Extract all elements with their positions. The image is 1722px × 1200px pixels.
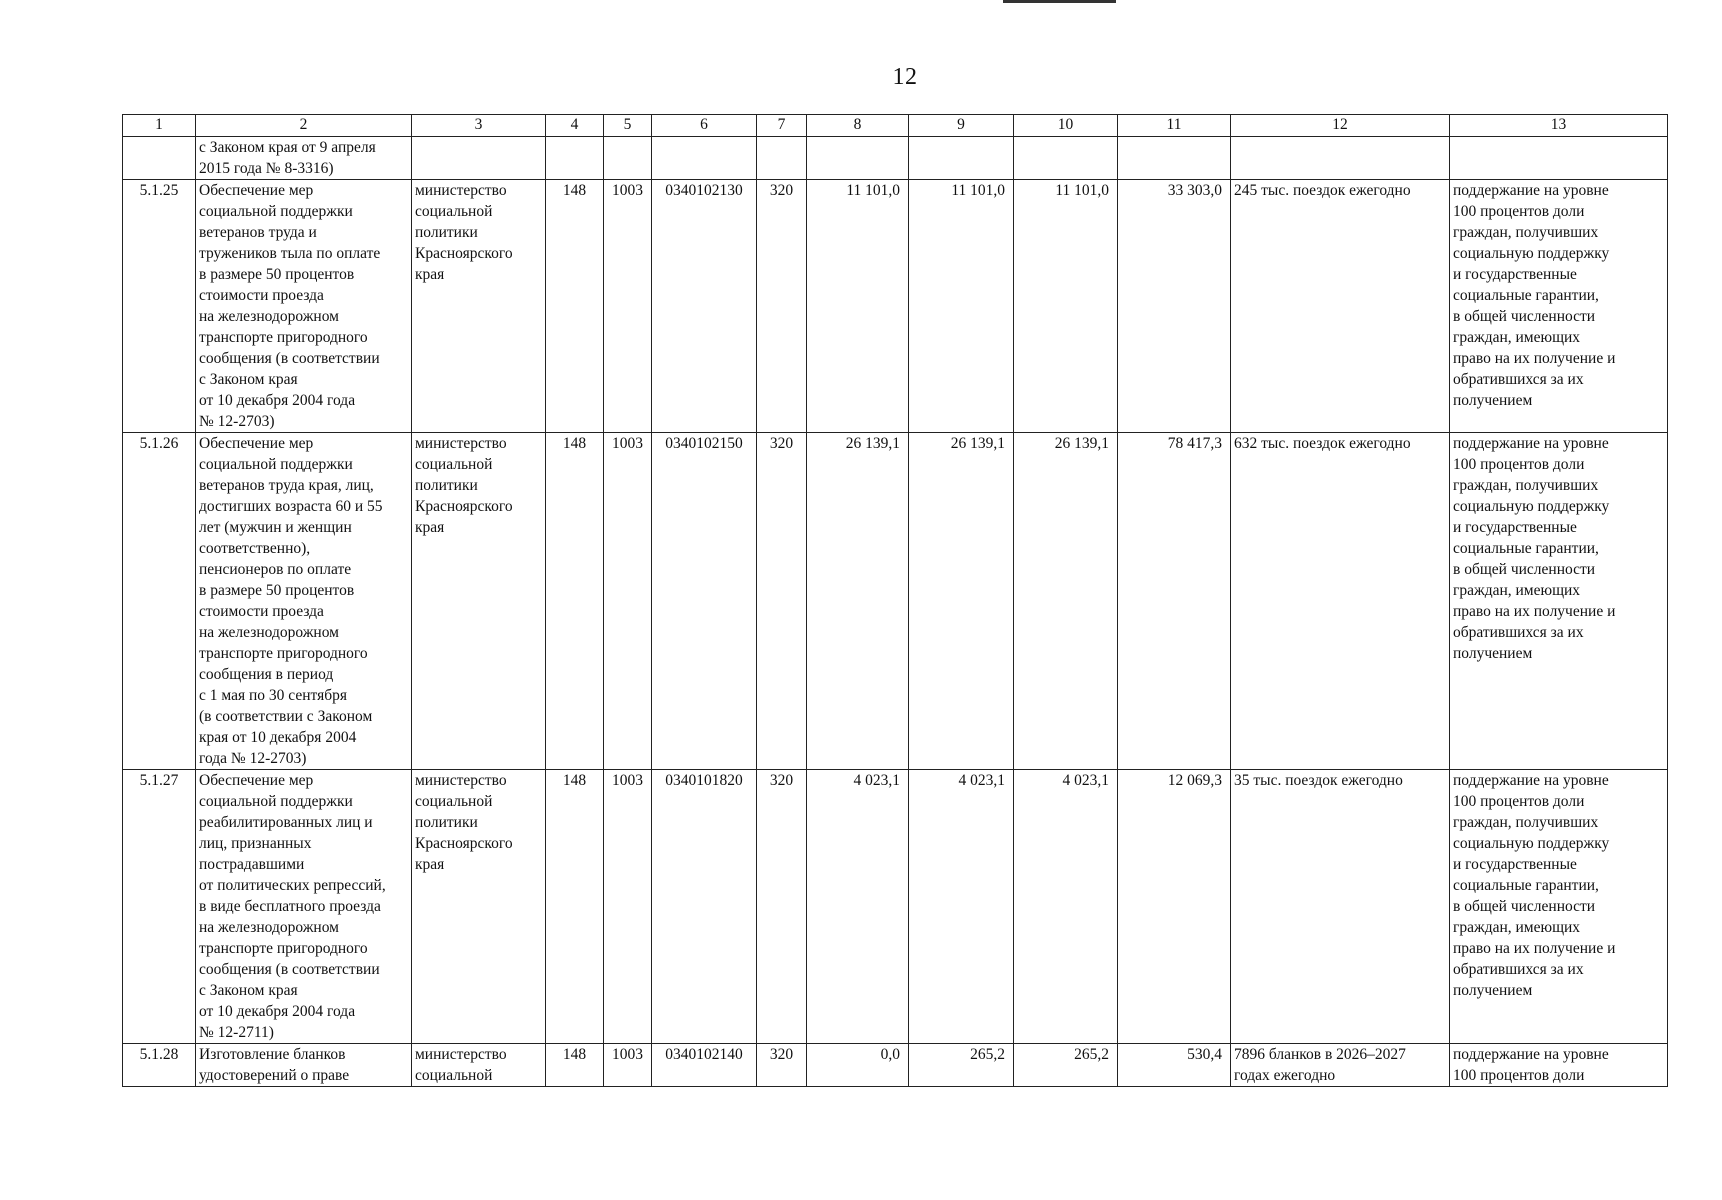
row-grbs: 148	[546, 433, 604, 770]
column-header: 6	[652, 115, 757, 137]
column-number-row	[123, 115, 1668, 137]
cell-empty	[123, 137, 196, 180]
row-value-2026: 11 101,0	[909, 180, 1014, 433]
table-row	[123, 433, 1668, 770]
row-target-article: 0340102130	[652, 180, 757, 433]
continuation-row	[123, 137, 1668, 180]
row-indicator: поддержание на уровне 100 процентов доли граждан, получивших социальную поддержку и государственные социальные гарантии, в общей численности граждан, имеющих право на их получение и обратившихся за их получением	[1450, 770, 1668, 1044]
row-total: 33 303,0	[1118, 180, 1231, 433]
cell-empty	[1450, 137, 1668, 180]
row-result: 245 тыс. поездок ежегодно	[1231, 180, 1450, 433]
row-value-2027: 11 101,0	[1014, 180, 1118, 433]
row-total: 530,4	[1118, 1044, 1231, 1087]
row-section: 1003	[604, 1044, 652, 1087]
row-agency: министерство социальной политики Красноярского края	[412, 433, 546, 770]
row-grbs: 148	[546, 180, 604, 433]
top-rule	[1003, 0, 1116, 3]
row-value-2025: 26 139,1	[807, 433, 909, 770]
row-agency: министерство социальной политики Красноярского края	[412, 180, 546, 433]
cell-empty	[757, 137, 807, 180]
cell-empty	[1118, 137, 1231, 180]
row-expense-type: 320	[757, 433, 807, 770]
row-value-2027: 265,2	[1014, 1044, 1118, 1087]
row-target-article: 0340102140	[652, 1044, 757, 1087]
row-description: Обеспечение мер социальной поддержки ветеранов труда и тружеников тыла по оплате в размере 50 процентов стоимости проезда на железнодорожном транспорте пригородного сообщения (в соответствии с Законом края от 10 декабря 2004 года № 12-2703)	[196, 180, 412, 433]
row-expense-type: 320	[757, 1044, 807, 1087]
column-header: 2	[196, 115, 412, 137]
row-value-2027: 26 139,1	[1014, 433, 1118, 770]
column-header: 11	[1118, 115, 1231, 137]
row-target-article: 0340102150	[652, 433, 757, 770]
table-row	[123, 180, 1668, 433]
cell-empty	[807, 137, 909, 180]
row-description: Обеспечение мер социальной поддержки реабилитированных лиц и лиц, признанных пострадавшими от политических репрессий, в виде бесплатного проезда на железнодорожном транспорте пригородного сообщения (в соответствии с Законом края от 10 декабря 2004 года № 12-2711)	[196, 770, 412, 1044]
cell-empty	[1014, 137, 1118, 180]
row-result: 632 тыс. поездок ежегодно	[1231, 433, 1450, 770]
cell-empty	[1231, 137, 1450, 180]
cell-empty	[546, 137, 604, 180]
row-id: 5.1.28	[123, 1044, 196, 1087]
column-header: 9	[909, 115, 1014, 137]
page-number: 12	[892, 64, 918, 90]
row-total: 78 417,3	[1118, 433, 1231, 770]
row-value-2025: 0,0	[807, 1044, 909, 1087]
row-indicator: поддержание на уровне 100 процентов доли	[1450, 1044, 1668, 1087]
cell-empty	[412, 137, 546, 180]
row-value-2026: 26 139,1	[909, 433, 1014, 770]
row-expense-type: 320	[757, 770, 807, 1044]
cell-empty	[652, 137, 757, 180]
column-header: 13	[1450, 115, 1668, 137]
continuation-text: с Законом края от 9 апреля 2015 года № 8-3316)	[196, 137, 412, 180]
row-section: 1003	[604, 180, 652, 433]
budget-table	[122, 114, 1668, 1087]
cell-empty	[909, 137, 1014, 180]
column-header: 10	[1014, 115, 1118, 137]
row-indicator: поддержание на уровне 100 процентов доли граждан, получивших социальную поддержку и государственные социальные гарантии, в общей численности граждан, имеющих право на их получение и обратившихся за их получением	[1450, 180, 1668, 433]
row-description: Обеспечение мер социальной поддержки ветеранов труда края, лиц, достигших возраста 60 и 55 лет (мужчин и женщин соответственно), пенсионеров по оплате в размере 50 процентов стоимости проезда на железнодорожном транспорте пригородного сообщения в период с 1 мая по 30 сентября (в соответствии с Законом края от 10 декабря 2004 года № 12-2703)	[196, 433, 412, 770]
column-header: 12	[1231, 115, 1450, 137]
table-row	[123, 1044, 1668, 1087]
row-value-2025: 11 101,0	[807, 180, 909, 433]
cell-empty	[604, 137, 652, 180]
column-header: 3	[412, 115, 546, 137]
row-id: 5.1.26	[123, 433, 196, 770]
row-value-2026: 4 023,1	[909, 770, 1014, 1044]
row-grbs: 148	[546, 770, 604, 1044]
row-description: Изготовление бланков удостоверений о праве	[196, 1044, 412, 1087]
column-header: 8	[807, 115, 909, 137]
table-row	[123, 770, 1668, 1044]
row-id: 5.1.25	[123, 180, 196, 433]
column-header: 4	[546, 115, 604, 137]
row-target-article: 0340101820	[652, 770, 757, 1044]
row-section: 1003	[604, 770, 652, 1044]
column-header: 7	[757, 115, 807, 137]
row-result: 35 тыс. поездок ежегодно	[1231, 770, 1450, 1044]
row-section: 1003	[604, 433, 652, 770]
row-result: 7896 бланков в 2026–2027 годах ежегодно	[1231, 1044, 1450, 1087]
row-grbs: 148	[546, 1044, 604, 1087]
row-agency: министерство социальной	[412, 1044, 546, 1087]
row-expense-type: 320	[757, 180, 807, 433]
row-value-2025: 4 023,1	[807, 770, 909, 1044]
column-header: 1	[123, 115, 196, 137]
row-value-2027: 4 023,1	[1014, 770, 1118, 1044]
column-header: 5	[604, 115, 652, 137]
row-indicator: поддержание на уровне 100 процентов доли граждан, получивших социальную поддержку и государственные социальные гарантии, в общей численности граждан, имеющих право на их получение и обратившихся за их получением	[1450, 433, 1668, 770]
row-agency: министерство социальной политики Красноярского края	[412, 770, 546, 1044]
row-value-2026: 265,2	[909, 1044, 1014, 1087]
row-id: 5.1.27	[123, 770, 196, 1044]
row-total: 12 069,3	[1118, 770, 1231, 1044]
